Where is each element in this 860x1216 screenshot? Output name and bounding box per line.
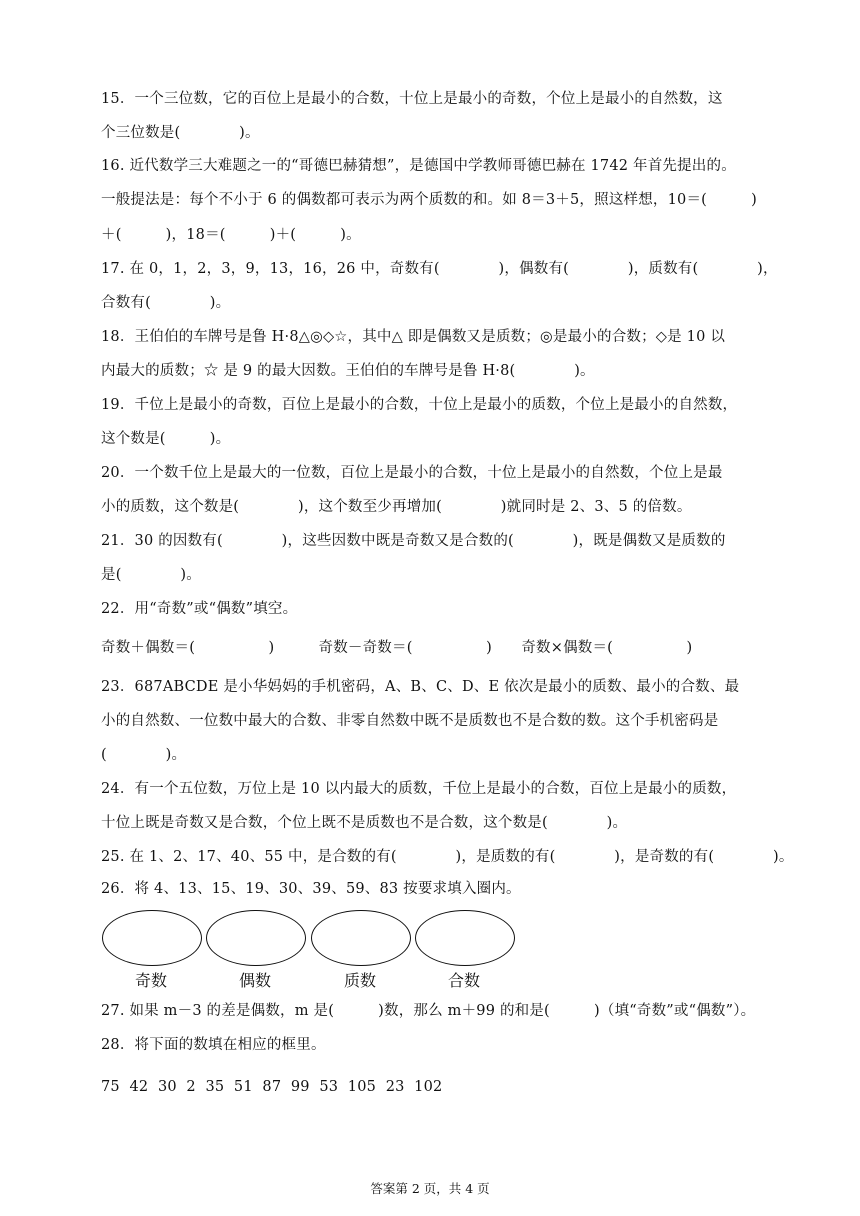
text-line: 19．千位上是最小的奇数，百位上是最小的合数，十位上是最小的质数，个位上是最小的自然数，: [101, 397, 738, 413]
text-line: 28．将下面的数填在相应的框里。: [101, 1037, 326, 1053]
page-footer: 答案第 2 页，共 4 页: [370, 1181, 490, 1196]
text-line: 小的质数，这个数是( )，这个数至少再增加( )就同时是 2、3、5 的倍数。: [101, 499, 692, 515]
composite-circle[interactable]: [415, 910, 515, 966]
text-line: 17. 在 0，1，2，3，9，13，16，26 中，奇数有( )，偶数有( )，质数有( )，: [101, 261, 778, 277]
text-line: 个三位数是( )。: [101, 125, 260, 141]
odd-circle-label: 奇数: [134, 971, 167, 990]
text-line: ( )。: [101, 747, 187, 763]
text-line: 20．一个数千位上是最大的一位数，百位上是最小的合数，十位上是最小的自然数，个位上是最: [101, 465, 723, 481]
text-line: 是( )。: [101, 567, 201, 583]
composite-circle-label: 合数: [447, 971, 480, 990]
text-line: 21．30 的因数有( )，这些因数中既是奇数又是合数的( )，既是偶数又是质数的: [101, 533, 726, 549]
text-line: 内最大的质数；☆ 是 9 的最大因数。王伯伯的车牌号是鲁 H·8( )。: [101, 363, 595, 379]
text-line: 奇数＋偶数＝( ) 奇数－奇数＝( ) 奇数×偶数＝( ): [101, 640, 693, 656]
text-line: 十位上既是奇数又是合数，个位上既不是质数也不是合数，这个数是( )。: [101, 815, 628, 831]
text-line: 一般提法是：每个不小于 6 的偶数都可表示为两个质数的和。如 8＝3＋5，照这样想，10＝( ): [101, 192, 757, 208]
text-line: 23．687ABCDE 是小华妈妈的手机密码，A、B、C、D、E 依次是最小的质数、最小的合数、最: [101, 679, 740, 695]
even-circle[interactable]: [206, 910, 306, 966]
text-line: 16. 近代数学三大难题之一的“哥德巴赫猜想”，是德国中学教师哥德巴赫在 1742 年首先提出的。: [101, 158, 736, 174]
number-list: 75 42 30 2 35 51 87 99 53 105 23 102: [101, 1079, 443, 1095]
text-line: ＋( )，18＝( )＋( )。: [101, 227, 361, 243]
prime-circle[interactable]: [311, 910, 411, 966]
prime-circle-label: 质数: [343, 971, 376, 990]
text-line: 25. 在 1、2、17、40、55 中，是合数的有( )，是质数的有( )，是奇数的有( )。: [101, 849, 794, 865]
classification-circles: [98, 910, 528, 994]
text-line: 26．将 4、13、15、19、30、39、59、83 按要求填入圈内。: [101, 881, 521, 897]
text-line: 小的自然数、一位数中最大的合数、非零自然数中既不是质数也不是合数的数。这个手机密码是: [101, 713, 719, 729]
text-line: 这个数是( )。: [101, 431, 231, 447]
text-line: 15．一个三位数，它的百位上是最小的合数，十位上是最小的奇数，个位上是最小的自然数，这: [101, 91, 723, 107]
text-line: 27. 如果 m－3 的差是偶数，m 是( )数，那么 m＋99 的和是( )（填“奇数”或“偶数”）。: [101, 1003, 756, 1019]
odd-circle[interactable]: [102, 910, 202, 966]
text-line: 合数有( )。: [101, 295, 231, 311]
even-circle-label: 偶数: [238, 971, 271, 990]
text-line: 18．王伯伯的车牌号是鲁 H·8△◎◇☆，其中△ 即是偶数又是质数；◎是最小的合数；◇是 10 以: [101, 329, 726, 345]
text-line: 24．有一个五位数，万位上是 10 以内最大的质数，千位上是最小的合数，百位上是最小的质数，: [101, 781, 737, 797]
text-line: 22．用“奇数”或“偶数”填空。: [101, 601, 298, 617]
